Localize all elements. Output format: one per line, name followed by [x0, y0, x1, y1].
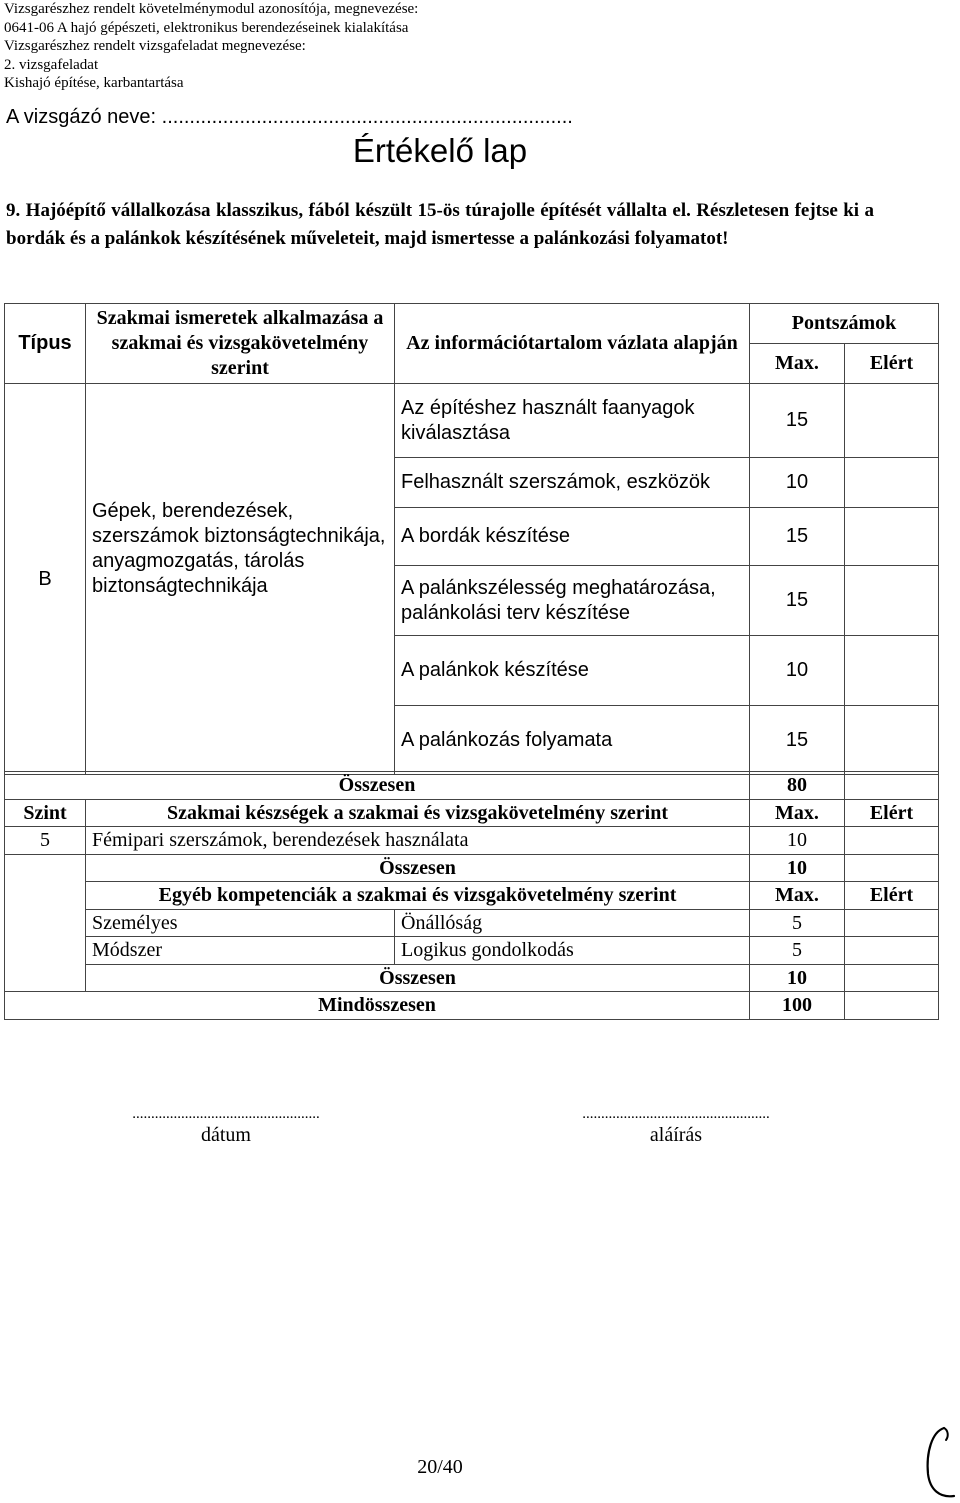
skill-item: Fémipari szerszámok, berendezések használata: [86, 827, 750, 855]
grand-total-label: Mindösszesen: [5, 992, 750, 1020]
competence-category: Módszer: [86, 937, 395, 965]
max-points: 15: [750, 566, 845, 636]
task-description: 9. Hajóépítő vállalkozása klasszikus, fából készült 15-ös túrajolle építését vállalta el. Részletesen fejtse ki a bordák és a palánkok készítésének műveleteit, majd ismertesse a palánkozási folyamatot!: [6, 200, 874, 249]
grand-total-achieved: [845, 992, 939, 1020]
competence-max: 5: [750, 909, 845, 937]
competence-achieved-header: Elért: [845, 882, 939, 910]
type-value: B: [5, 384, 86, 775]
skill-achieved-cell: [845, 827, 939, 855]
outline-item: A palánkszélesség meghatározása, palánkolási terv készítése: [395, 566, 750, 636]
page-number: 20/40: [417, 1456, 463, 1478]
col-outline-header: Az információtartalom vázlata alapján: [395, 304, 750, 384]
skill-max: 10: [750, 827, 845, 855]
signature-dots: ..................................................: [582, 1106, 770, 1122]
document-header: [4, 0, 418, 93]
outline-item: Felhasznált szerszámok, eszközök: [395, 458, 750, 508]
level-blank-cell: [5, 854, 86, 992]
outline-item: A palánkok készítése: [395, 636, 750, 706]
achieved-points-cell: [845, 636, 939, 706]
max-points: 10: [750, 636, 845, 706]
col-points-header: Pontszámok: [750, 304, 939, 344]
candidate-name-line: A vizsgázó neve: ..........................................................................: [6, 106, 573, 128]
competence-max-header: Max.: [750, 882, 845, 910]
competence-achieved-cell: [845, 909, 939, 937]
header-line-task-name: Kishajó építése, karbantartása: [4, 75, 184, 91]
header-line-module-label: Vizsgarészhez rendelt követelménymodul azonosítója, megnevezése:: [4, 1, 419, 17]
grand-total-max: 100: [750, 992, 845, 1020]
date-dots: ..................................................: [132, 1106, 320, 1122]
summary-table: [4, 771, 939, 1020]
skills-max-header: Max.: [750, 799, 845, 827]
date-label: dátum: [201, 1124, 251, 1146]
signature-label: aláírás: [649, 1124, 703, 1146]
header-line-module-name: 0641-06 A hajó gépészeti, elektronikus berendezéseinek kialakítása: [4, 19, 409, 36]
skills-total-label: Összesen: [86, 854, 750, 882]
competence-total-max: 10: [750, 964, 845, 992]
outline-item: A bordák készítése: [395, 508, 750, 566]
outline-item: Az építéshez használt faanyagok kiválasztása: [395, 384, 750, 458]
date-signature-block: [88, 1104, 364, 1147]
col-knowledge-header: Szakmai ismeretek alkalmazása a szakmai és vizsgakövetelmény szerint: [86, 304, 395, 384]
evaluation-table: [4, 303, 939, 775]
achieved-points-cell: [845, 458, 939, 508]
col-level-header: Szint: [5, 799, 86, 827]
competence-header: Egyéb kompetenciák a szakmai és vizsgakövetelmény szerint: [86, 882, 750, 910]
handwritten-mark-icon: [918, 1422, 958, 1502]
competence-item: Önállóság: [395, 909, 750, 937]
competence-item: Logikus gondolkodás: [395, 937, 750, 965]
knowledge-value: Gépek, berendezések, szerszámok biztonságtechnikája, anyagmozgatás, tárolás biztonságtechnikája: [86, 384, 395, 775]
competence-total-achieved: [845, 964, 939, 992]
section-total-label: Összesen: [5, 772, 750, 800]
section-total-max: 80: [750, 772, 845, 800]
col-skills-header: Szakmai készségek a szakmai és vizsgakövetelmény szerint: [86, 799, 750, 827]
competence-total-label: Összesen: [86, 964, 750, 992]
page-title: Értékelő lap: [352, 132, 528, 169]
competence-max: 5: [750, 937, 845, 965]
max-points: 15: [750, 706, 845, 775]
achieved-points-cell: [845, 706, 939, 775]
max-points: 10: [750, 458, 845, 508]
max-points: 15: [750, 384, 845, 458]
achieved-points-cell: [845, 508, 939, 566]
signature-block: [538, 1104, 814, 1147]
skills-total-max: 10: [750, 854, 845, 882]
competence-category: Személyes: [86, 909, 395, 937]
achieved-points-cell: [845, 384, 939, 458]
col-achieved-header: Elért: [845, 344, 939, 384]
max-points: 15: [750, 508, 845, 566]
skills-total-achieved: [845, 854, 939, 882]
header-line-task-label: Vizsgarészhez rendelt vizsgafeladat megnevezése:: [4, 38, 306, 54]
competence-achieved-cell: [845, 937, 939, 965]
level-value: 5: [5, 827, 86, 855]
header-line-task-number: 2. vizsgafeladat: [4, 56, 99, 73]
section-total-achieved: [845, 772, 939, 800]
col-max-header: Max.: [750, 344, 845, 384]
skills-achieved-header: Elért: [845, 799, 939, 827]
col-type-header: Típus: [5, 304, 86, 384]
achieved-points-cell: [845, 566, 939, 636]
outline-item: A palánkozás folyamata: [395, 706, 750, 775]
